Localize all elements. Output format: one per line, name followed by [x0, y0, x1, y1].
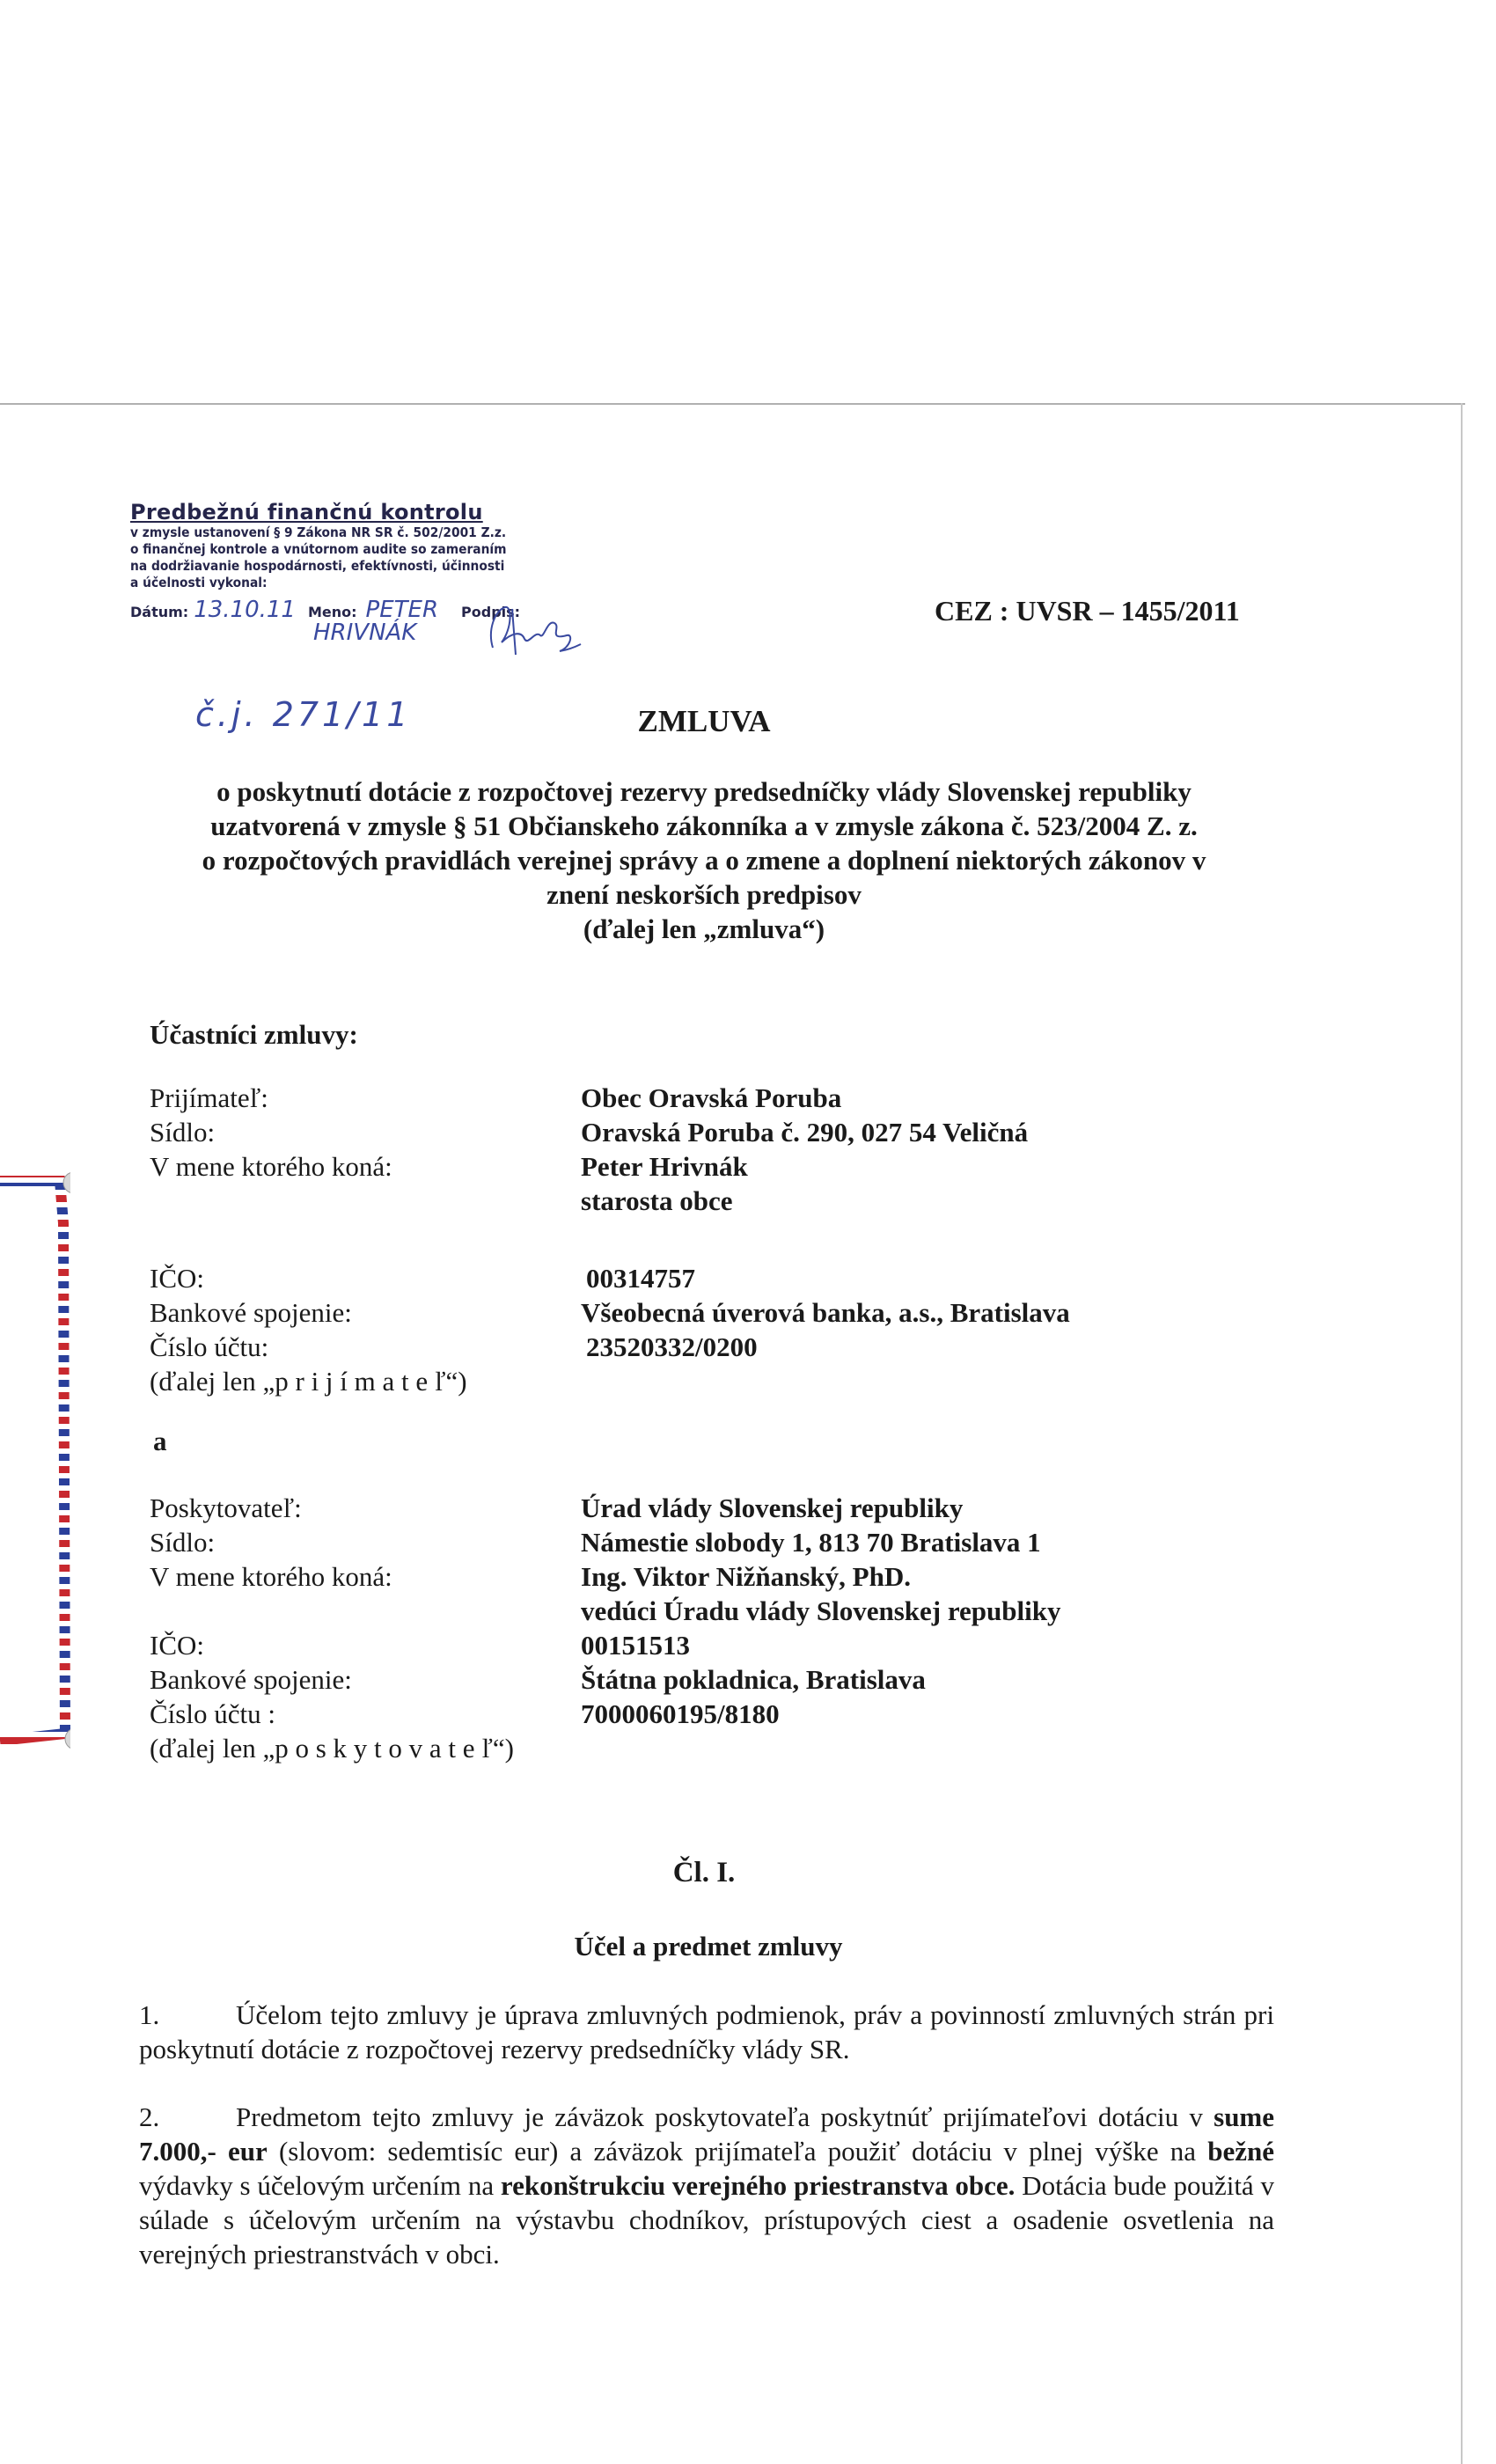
expense-type: bežné	[1207, 2136, 1274, 2167]
grant-purpose: rekonštrukciu verejného priestranstva obce.	[500, 2170, 1016, 2201]
article-number: Čl. I.	[672, 1857, 736, 1888]
connector-and: a	[153, 1426, 167, 1456]
provider-ico: 00151513	[581, 1630, 690, 1661]
reference-number: č.j. 271/11	[195, 695, 412, 734]
provider-account-label: Číslo účtu :	[150, 1698, 275, 1729]
stamp-name-label: Meno:	[307, 604, 357, 620]
provider-alias: (ďalej len „p o s k y t o v a t e ľ“)	[150, 1733, 514, 1764]
document-subtitle	[132, 774, 1276, 946]
subtitle-line: uzatvorená v zmysle § 51 Občianskeho zákonníka a v zmysle zákona č. 523/2004 Z. z.	[210, 810, 1198, 841]
provider-label: Poskytovateľ:	[150, 1492, 302, 1523]
stamp-signature-label: Podpis:	[461, 604, 521, 620]
provider-seat-label: Sídlo:	[150, 1527, 216, 1558]
recipient-account: 23520332/0200	[586, 1331, 758, 1362]
provider-bank: Štátna pokladnica, Bratislava	[581, 1664, 926, 1695]
recipient-seat-label: Sídlo:	[150, 1117, 216, 1148]
stamp-name-first: PETER	[365, 597, 439, 623]
provider-rep: Ing. Viktor Nižňanský, PhD.	[581, 1561, 911, 1592]
recipient-ico-label: IČO:	[150, 1263, 204, 1294]
subtitle-line: o rozpočtových pravidlách verejnej správy a o zmene a doplnení niektorých zákonov v	[202, 845, 1206, 876]
paragraph-2	[139, 2100, 1274, 2271]
article-title: Účel a predmet zmluvy	[574, 1931, 843, 1962]
paragraph-number: 1.	[139, 1999, 160, 2030]
provider-rep-role: vedúci Úradu vlády Slovenskej republiky	[581, 1595, 1061, 1626]
recipient-bank-label: Bankové spojenie:	[150, 1297, 352, 1328]
paragraph-number: 2.	[139, 2101, 160, 2132]
provider-bank-label: Bankové spojenie:	[150, 1664, 352, 1695]
paragraph-text: Účelom tejto zmluvy je úprava zmluvných podmienok, práv a povinností zmluvných strán pri poskytnutí dotácie z rozpočtovej rezervy predsedníčky vlády SR.	[139, 1999, 1274, 2064]
handwritten-signature	[486, 604, 583, 658]
recipient-seat: Oravská Poruba č. 290, 027 54 Veličná	[581, 1117, 1029, 1148]
recipient-rep-label: V mene ktorého koná:	[150, 1151, 392, 1182]
subtitle-line: (ďalej len „zmluva“)	[583, 913, 825, 944]
paragraph-text: Predmetom tejto zmluvy je záväzok poskytovateľa poskytnúť prijímateľovi dotáciu v	[236, 2101, 1203, 2132]
recipient-account-label: Číslo účtu:	[150, 1331, 269, 1362]
paragraph-1	[139, 1998, 1274, 2066]
recipient-rep: Peter Hrivnák	[581, 1151, 748, 1182]
participants-heading: Účastníci zmluvy:	[150, 1019, 358, 1050]
subtitle-line: o poskytnutí dotácie z rozpočtovej rezervy predsedníčky vlády Slovenskej republiky	[216, 776, 1192, 807]
paragraph-text: (slovom: sedemtisíc eur) a záväzok prijímateľa použiť dotáciu v plnej výške na	[267, 2136, 1208, 2167]
recipient-name: Obec Oravská Poruba	[581, 1082, 842, 1113]
provider-seat: Námestie slobody 1, 813 70 Bratislava 1	[581, 1527, 1041, 1558]
provider-name: Úrad vlády Slovenskej republiky	[581, 1492, 964, 1523]
recipient-rep-role: starosta obce	[581, 1185, 733, 1216]
subtitle-line: znení neskorších predpisov	[546, 879, 862, 910]
registry-number: CEZ : UVSR – 1455/2011	[935, 595, 1240, 627]
recipient-block	[150, 1081, 1070, 1398]
scan-edge-right	[1461, 403, 1463, 2464]
provider-block	[150, 1491, 1060, 1765]
recipient-bank: Všeobecná úverová banka, a.s., Bratislava	[581, 1297, 1070, 1328]
scan-edge-top	[0, 403, 1465, 405]
stamp-name-last: HRIVNÁK	[313, 620, 417, 646]
binding-cord	[0, 1170, 70, 1751]
stamp-line: v zmysle ustanovení § 9 Zákona NR SR č. 502/2001 Z.z.	[130, 524, 507, 540]
recipient-alias: (ďalej len „p r i j í m a t e ľ“)	[150, 1366, 467, 1397]
document-title: ZMLUVA	[637, 704, 771, 738]
provider-rep-label: V mene ktorého koná:	[150, 1561, 392, 1592]
stamp-title: Predbežnú finančnú kontrolu	[130, 500, 483, 524]
paragraph-text: výdavky s účelovým určením na	[139, 2170, 501, 2201]
stamp-line: a účelnosti vykonal:	[130, 575, 268, 590]
stamp-date-label: Dátum:	[130, 604, 189, 620]
stamp-line: na dodržiavanie hospodárnosti, efektívnosti, účinnosti	[130, 558, 505, 574]
recipient-label: Prijímateľ:	[150, 1082, 268, 1113]
paragraph-text: Dotácia bude použitá v súlade s účelovým určením na výstavbu chodníkov, prístupových ciest a osadenie osvetlenia na verejných priestranstvách v obci.	[139, 2170, 1274, 2270]
provider-account: 7000060195/8180	[581, 1698, 780, 1729]
stamp-date-value: 13.10.11	[194, 597, 296, 623]
stamp-line: o finančnej kontrole a vnútornom audite so zameraním	[130, 541, 507, 557]
provider-ico-label: IČO:	[150, 1630, 204, 1661]
recipient-ico: 00314757	[586, 1263, 695, 1294]
grant-amount: sume 7.000,- eur	[139, 2101, 1275, 2167]
